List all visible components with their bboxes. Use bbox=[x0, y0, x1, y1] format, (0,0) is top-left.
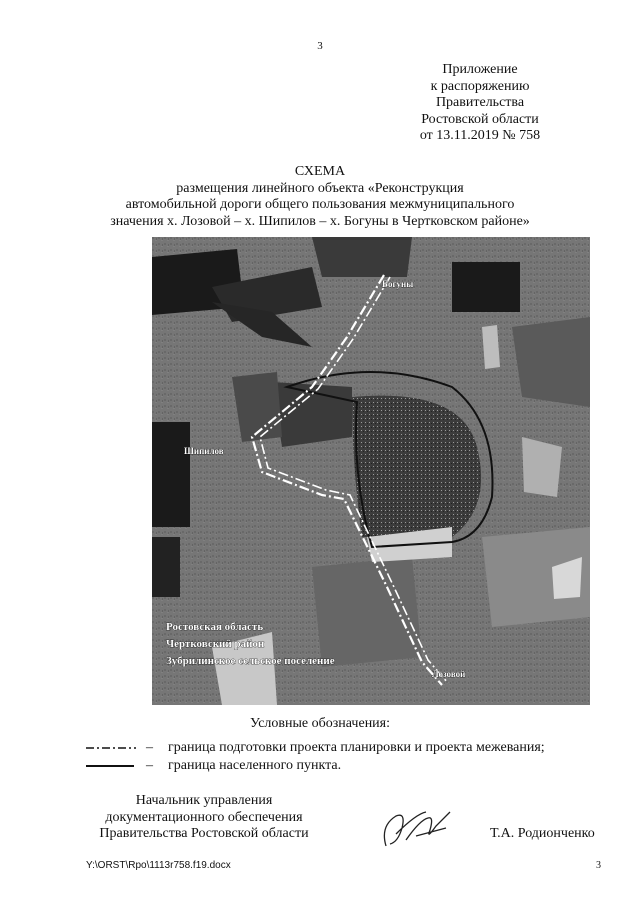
signatory-position bbox=[88, 793, 320, 843]
title-heading: СХЕМА bbox=[294, 164, 346, 179]
signatory-line: Правительства Ростовской области bbox=[99, 826, 309, 841]
legend-solid-line bbox=[86, 762, 142, 770]
signatory-name: Т.А. Родионченко bbox=[490, 826, 595, 841]
document-title bbox=[0, 164, 640, 230]
field-textured bbox=[512, 317, 590, 407]
appendix-line: Правительства bbox=[435, 95, 525, 110]
appendix-line: от 13.11.2019 № 758 bbox=[419, 128, 541, 143]
legend-title: Условные обозначения: bbox=[249, 716, 391, 731]
appendix-block bbox=[380, 62, 580, 145]
title-line: размещения линейного объекта «Реконструкция bbox=[176, 180, 464, 196]
field-dark bbox=[452, 262, 520, 312]
signatory-line: Начальник управления bbox=[135, 793, 273, 808]
footer-page-number: 3 bbox=[596, 860, 601, 871]
field-dark bbox=[152, 537, 180, 597]
legend-dash: – bbox=[146, 758, 153, 773]
region-line2: Чертковский район bbox=[166, 638, 265, 650]
footer-file-path: Y:\ORST\Rpo\1113r758.f19.docx bbox=[86, 860, 231, 871]
field-dark bbox=[312, 237, 412, 277]
label-boguny: Богуны bbox=[382, 279, 414, 289]
field-light bbox=[522, 437, 562, 497]
signatory-line: документационного обеспечения bbox=[105, 809, 303, 825]
field-light bbox=[482, 325, 500, 369]
legend-dashdot-line bbox=[86, 744, 142, 752]
satellite-map bbox=[152, 237, 590, 705]
label-lozovoy: Лозовой bbox=[432, 669, 466, 679]
title-line: значения х. Лозовой – х. Шипилов – х. Богуны в Чертковском районе» bbox=[110, 213, 530, 229]
legend-text: граница подготовки проекта планировки и проекта межевания; bbox=[168, 740, 545, 755]
legend-item-dashdot bbox=[86, 740, 606, 758]
title-line: автомобильной дороги общего пользования межмуниципального bbox=[125, 197, 515, 212]
legend-dash: – bbox=[146, 740, 153, 755]
region-line1: Ростовская область bbox=[166, 621, 264, 633]
appendix-line: Ростовской области bbox=[421, 111, 539, 127]
label-shipilov: Шипилов bbox=[184, 446, 224, 456]
handwritten-signature bbox=[376, 806, 456, 857]
appendix-line: к распоряжению bbox=[430, 78, 530, 94]
appendix-line: Приложение bbox=[442, 62, 518, 77]
page-number-top: 3 bbox=[317, 40, 323, 52]
legend-item-solid bbox=[86, 758, 606, 776]
legend-text: граница населенного пункта. bbox=[168, 758, 342, 773]
region-line3: Зубрилинское сельское поселение bbox=[166, 655, 335, 667]
field-dark bbox=[152, 422, 190, 527]
